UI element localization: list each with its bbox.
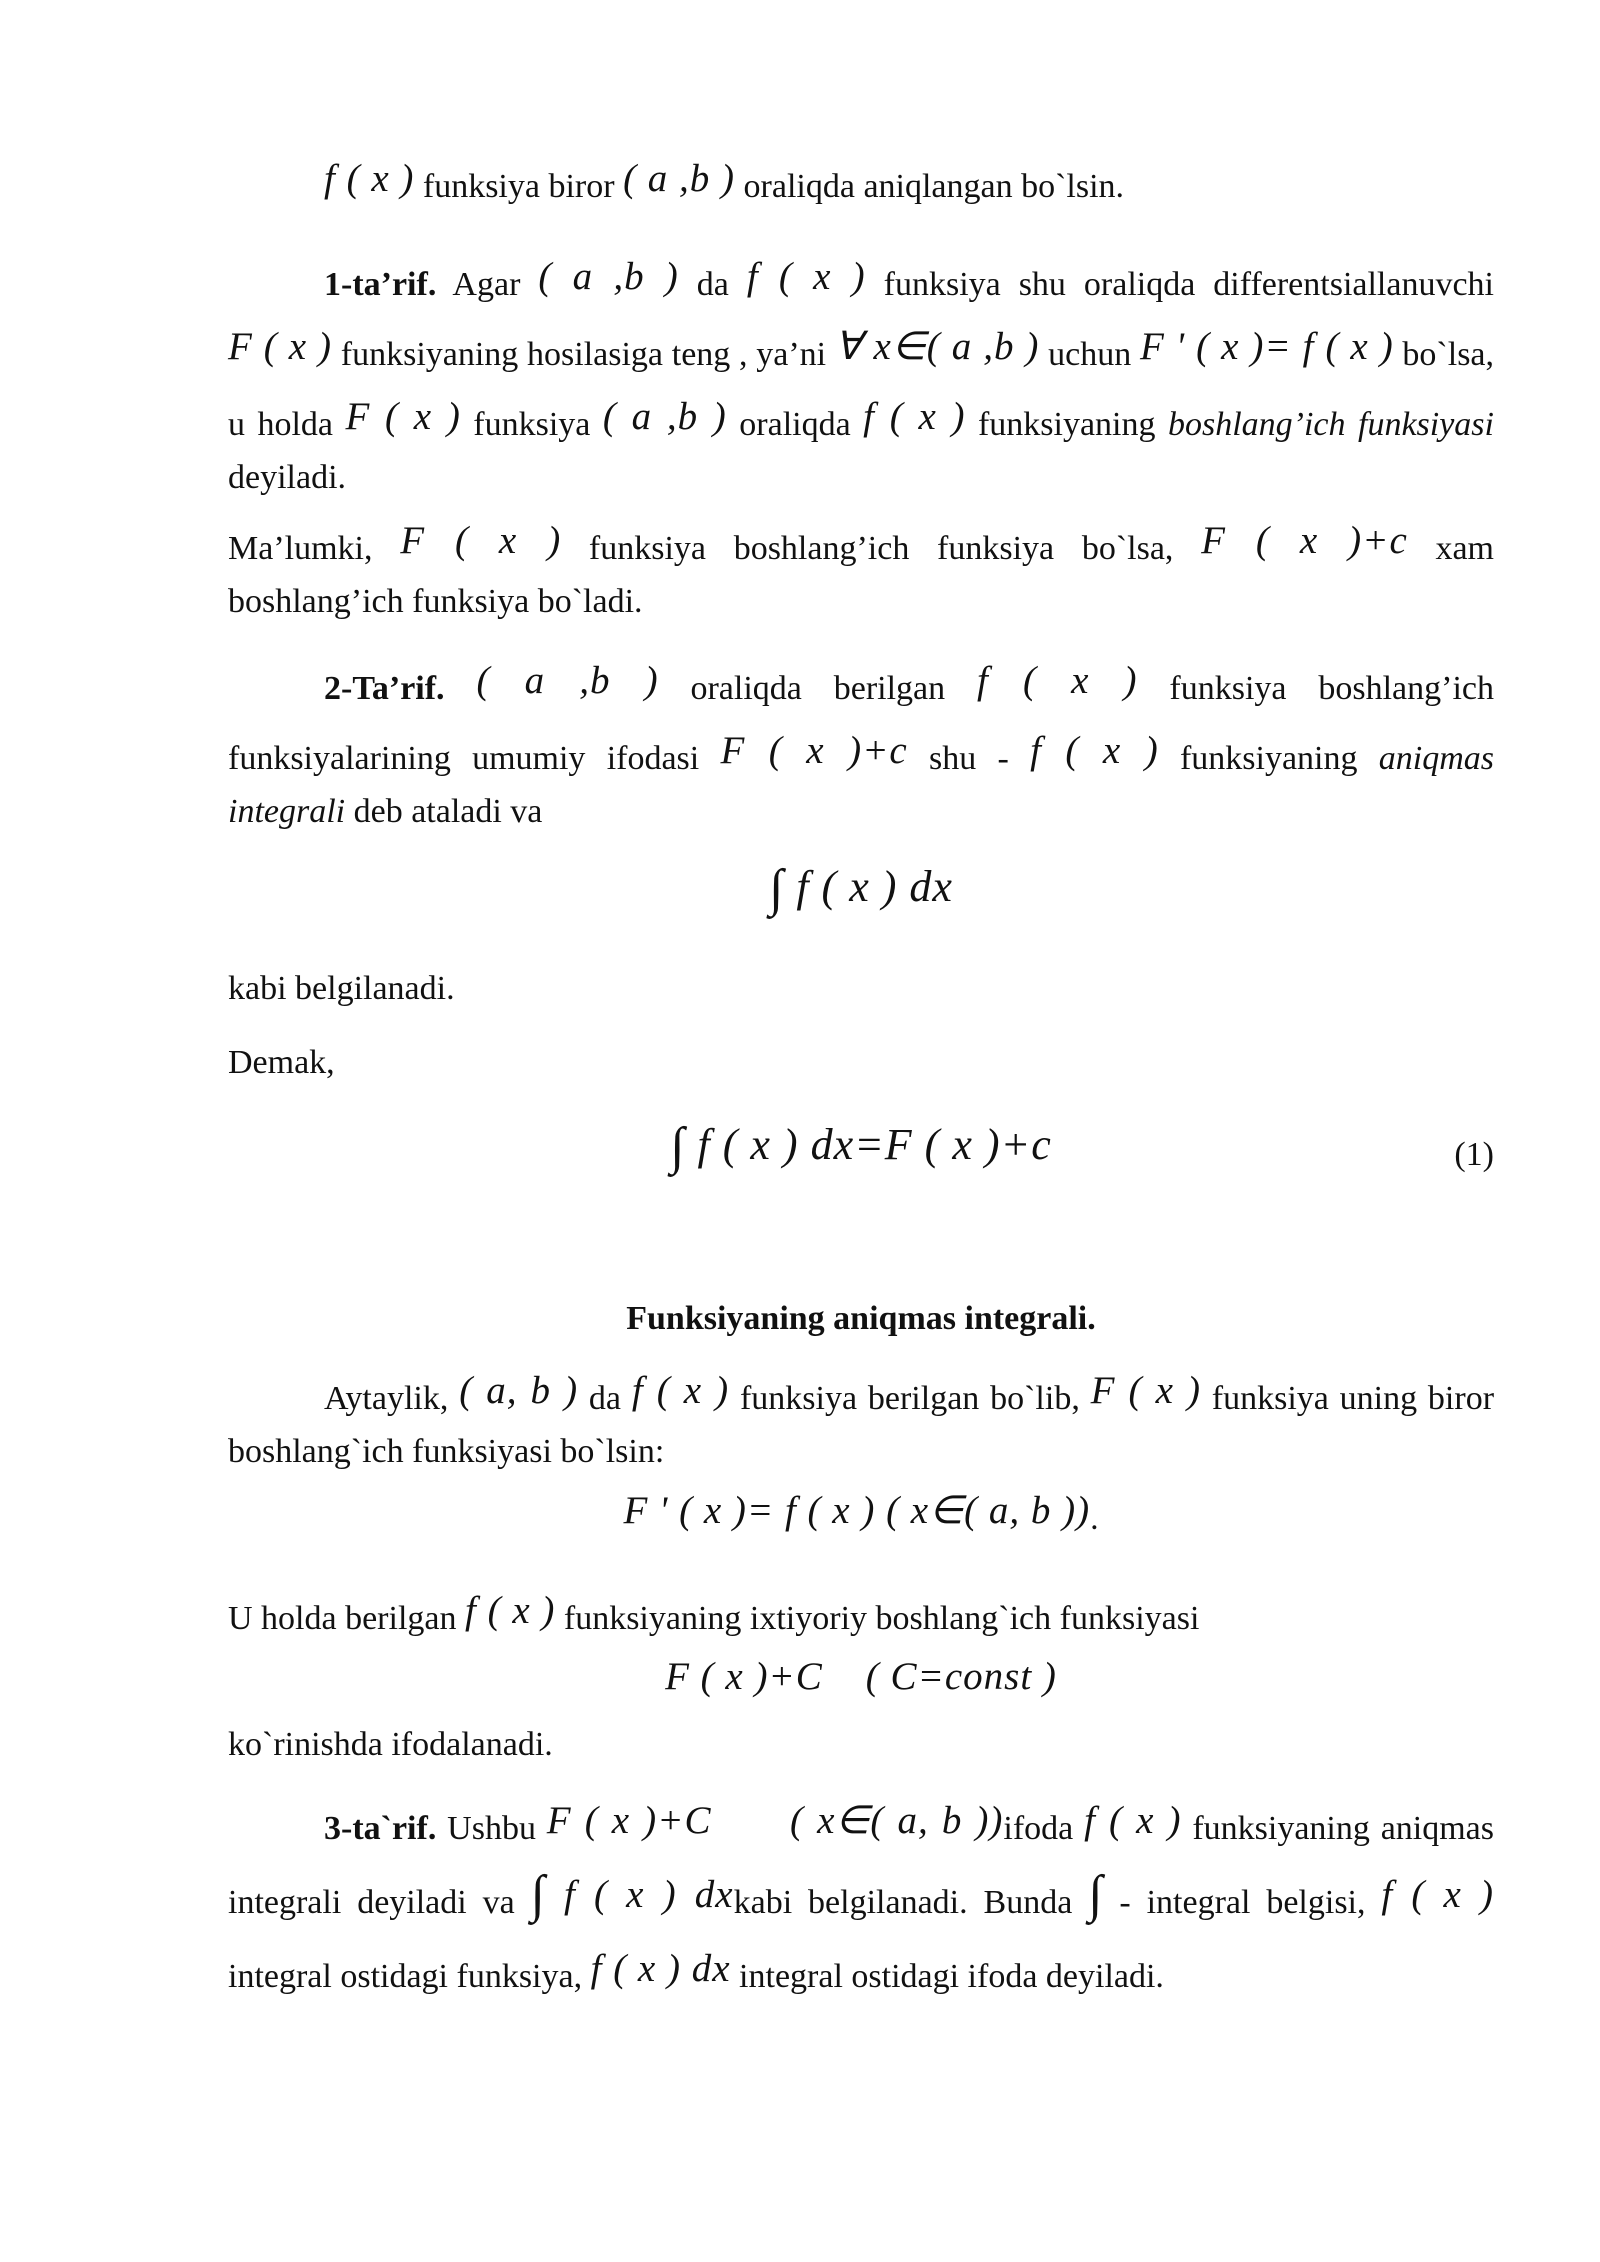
- text: shu -: [907, 740, 1031, 777]
- paragraph-kabi: kabi belgilanadi.: [228, 970, 455, 1007]
- text: funksiyaning: [965, 406, 1168, 443]
- math-fx: f ( x ): [465, 1589, 556, 1632]
- text: funksiya boshlang’ich funksiya bo`lsa,: [561, 530, 1202, 567]
- definition-1-line-3: [228, 386, 1494, 456]
- math-fx: f ( x ): [324, 157, 415, 200]
- integral-sign: ∫: [670, 1118, 686, 1175]
- korinishda-paragraph: ko`rinishda ifodalanadi.: [228, 1726, 553, 1763]
- text: da: [678, 266, 747, 303]
- definition-3-line-2: [228, 1860, 1494, 1938]
- math-interval: ( a, b ): [459, 1369, 579, 1412]
- text: funksiya uning biror: [1200, 1380, 1495, 1417]
- math-Fx-plus-c: F ( x )+c: [720, 729, 908, 772]
- text: oraliqda aniqlangan bo`lsin.: [735, 168, 1125, 205]
- definition-3-line-3: [228, 1938, 1494, 2008]
- text: f ( x ) dx: [796, 862, 953, 911]
- definition-2-label: 2-Ta’rif.: [324, 670, 445, 707]
- equation-general: [228, 1646, 1494, 1716]
- equation-dot: .: [1090, 1500, 1099, 1537]
- integral-sign: ∫: [769, 860, 785, 917]
- integral-sign-standalone: [1088, 1866, 1104, 1923]
- text: integral ostidagi funksiya,: [228, 1958, 591, 1995]
- equation-derivative: [228, 1480, 1494, 1550]
- definition-1-line-4: [228, 456, 1494, 500]
- math-fx: f ( x ): [746, 255, 866, 298]
- math-interval: ( a ,b ): [538, 255, 679, 298]
- math-fx: f ( x ): [1030, 729, 1159, 772]
- section-title: Funksiyaning aniqmas integrali.: [626, 1300, 1096, 1337]
- text: uchun: [1039, 336, 1140, 373]
- text: xam: [1407, 530, 1494, 567]
- text: kabi belgilanadi. Bunda: [733, 1884, 1089, 1921]
- equation-general-expr: F ( x )+C ( C=const ): [665, 1655, 1057, 1698]
- intro-paragraph: [228, 148, 1494, 218]
- math-derivative: F ' ( x )= f ( x ): [1139, 325, 1394, 368]
- definition-1-label: 1-ta’rif.: [324, 266, 437, 303]
- aytaylik-line-2: [228, 1430, 1494, 1474]
- text: funksiya: [460, 406, 603, 443]
- math-Fx: F ( x ): [345, 395, 461, 438]
- remark-line-2: [228, 580, 1494, 624]
- text: funksiyalarining umumiy ifodasi: [228, 740, 721, 777]
- text: funksiyaning ixtiyoriy boshlang`ich funksiyasi: [555, 1600, 1200, 1637]
- definition-3-label: 3-ta`rif.: [324, 1810, 437, 1847]
- definition-1: [228, 246, 1494, 500]
- equation-integral-expr: [769, 860, 953, 917]
- equation-number: (1): [1454, 1136, 1494, 1173]
- text: funksiyaning hosilasiga teng , ya’ni: [332, 336, 835, 373]
- text: deyiladi.: [228, 459, 347, 496]
- definition-2-line-1: [228, 650, 1494, 720]
- math-Fx: F ( x ): [400, 519, 562, 562]
- math-fxdx: f ( x ) dx: [590, 1947, 731, 1990]
- text: u holda: [228, 406, 346, 443]
- text: oraliqda: [726, 406, 864, 443]
- text: integral ostidagi ifoda deyiladi.: [730, 1958, 1164, 1995]
- math-fx: f ( x ): [1084, 1799, 1182, 1842]
- text: Aytaylik,: [324, 1380, 460, 1417]
- math-interval: ( a ,b ): [476, 659, 659, 702]
- text: funksiya shu oraliqda differentsiallanuvchi: [865, 266, 1495, 303]
- remark-line-1: [228, 510, 1494, 580]
- definition-2-line-2: [228, 720, 1494, 790]
- text: Agar: [436, 266, 539, 303]
- math-forall: ∀ x∈( a ,b ): [834, 325, 1040, 368]
- text: funksiya boshlang’ich: [1137, 670, 1495, 707]
- math-Fx-plus-c: F ( x )+c: [1201, 519, 1408, 562]
- uholda-paragraph: [228, 1580, 1494, 1650]
- text: funksiya berilgan bo`lib,: [729, 1380, 1091, 1417]
- text: funksiyaning: [1158, 740, 1379, 777]
- equation-derivative-expr: F ' ( x )= f ( x ) ( x∈( a, b )): [623, 1489, 1091, 1532]
- text: - integral belgisi,: [1103, 1884, 1382, 1921]
- integral-sign: ∫: [1088, 1866, 1104, 1923]
- text: da: [578, 1380, 632, 1417]
- definition-3-line-1: [228, 1790, 1494, 1860]
- aytaylik-paragraph: [228, 1360, 1494, 1474]
- text: funksiya biror: [414, 168, 624, 205]
- text: f ( x ) dx=F ( x )+c: [697, 1120, 1052, 1169]
- math-fx: f ( x ): [977, 659, 1138, 702]
- math-fx: f ( x ): [631, 1369, 730, 1412]
- equation-1-expr: [670, 1118, 1052, 1175]
- text: U holda berilgan: [228, 1600, 465, 1637]
- definition-2-line-3: [228, 790, 1494, 834]
- text: Ushbu: [436, 1810, 547, 1847]
- text: Ma’lumki,: [228, 530, 401, 567]
- text: boshlang`ich funksiyasi bo`lsin:: [228, 1433, 665, 1470]
- text: oraliqda berilgan: [658, 670, 978, 707]
- text: deb ataladi va: [345, 793, 543, 830]
- term-integral: integrali: [228, 793, 346, 830]
- definition-1-line-2: [228, 316, 1494, 386]
- text: ifoda: [1003, 1810, 1085, 1847]
- math-general-antiderivative: F ( x )+C ( x∈( a, b )): [546, 1799, 1004, 1842]
- math-Fx: F ( x ): [1090, 1369, 1201, 1412]
- paragraph-demak: Demak,: [228, 1044, 335, 1081]
- equation-integral: [228, 852, 1494, 932]
- math-Fx: F ( x ): [228, 325, 333, 368]
- term-indefinite: aniqmas: [1378, 740, 1494, 777]
- definition-2: [228, 650, 1494, 834]
- math-fx: f ( x ): [863, 395, 966, 438]
- text: integrali deyiladi va: [228, 1884, 531, 1921]
- definition-3: [228, 1790, 1494, 2008]
- aytaylik-line-1: [228, 1360, 1494, 1430]
- text: boshlang’ich funksiya bo`ladi.: [228, 583, 643, 620]
- text: f ( x ) dx: [564, 1873, 734, 1916]
- remark-paragraph: [228, 510, 1494, 624]
- math-integral: [530, 1866, 734, 1923]
- term-antiderivative: boshlang’ich funksiyasi: [1167, 406, 1494, 443]
- math-fx: f ( x ): [1381, 1873, 1495, 1916]
- equation-1: [228, 1110, 1494, 1190]
- definition-1-line-1: [228, 246, 1494, 316]
- integral-sign: ∫: [530, 1866, 546, 1923]
- text: bo`lsa,: [1393, 336, 1495, 373]
- math-interval: ( a ,b ): [602, 395, 727, 438]
- math-interval: ( a ,b ): [623, 157, 736, 200]
- text: funksiyaning aniqmas: [1181, 1810, 1495, 1847]
